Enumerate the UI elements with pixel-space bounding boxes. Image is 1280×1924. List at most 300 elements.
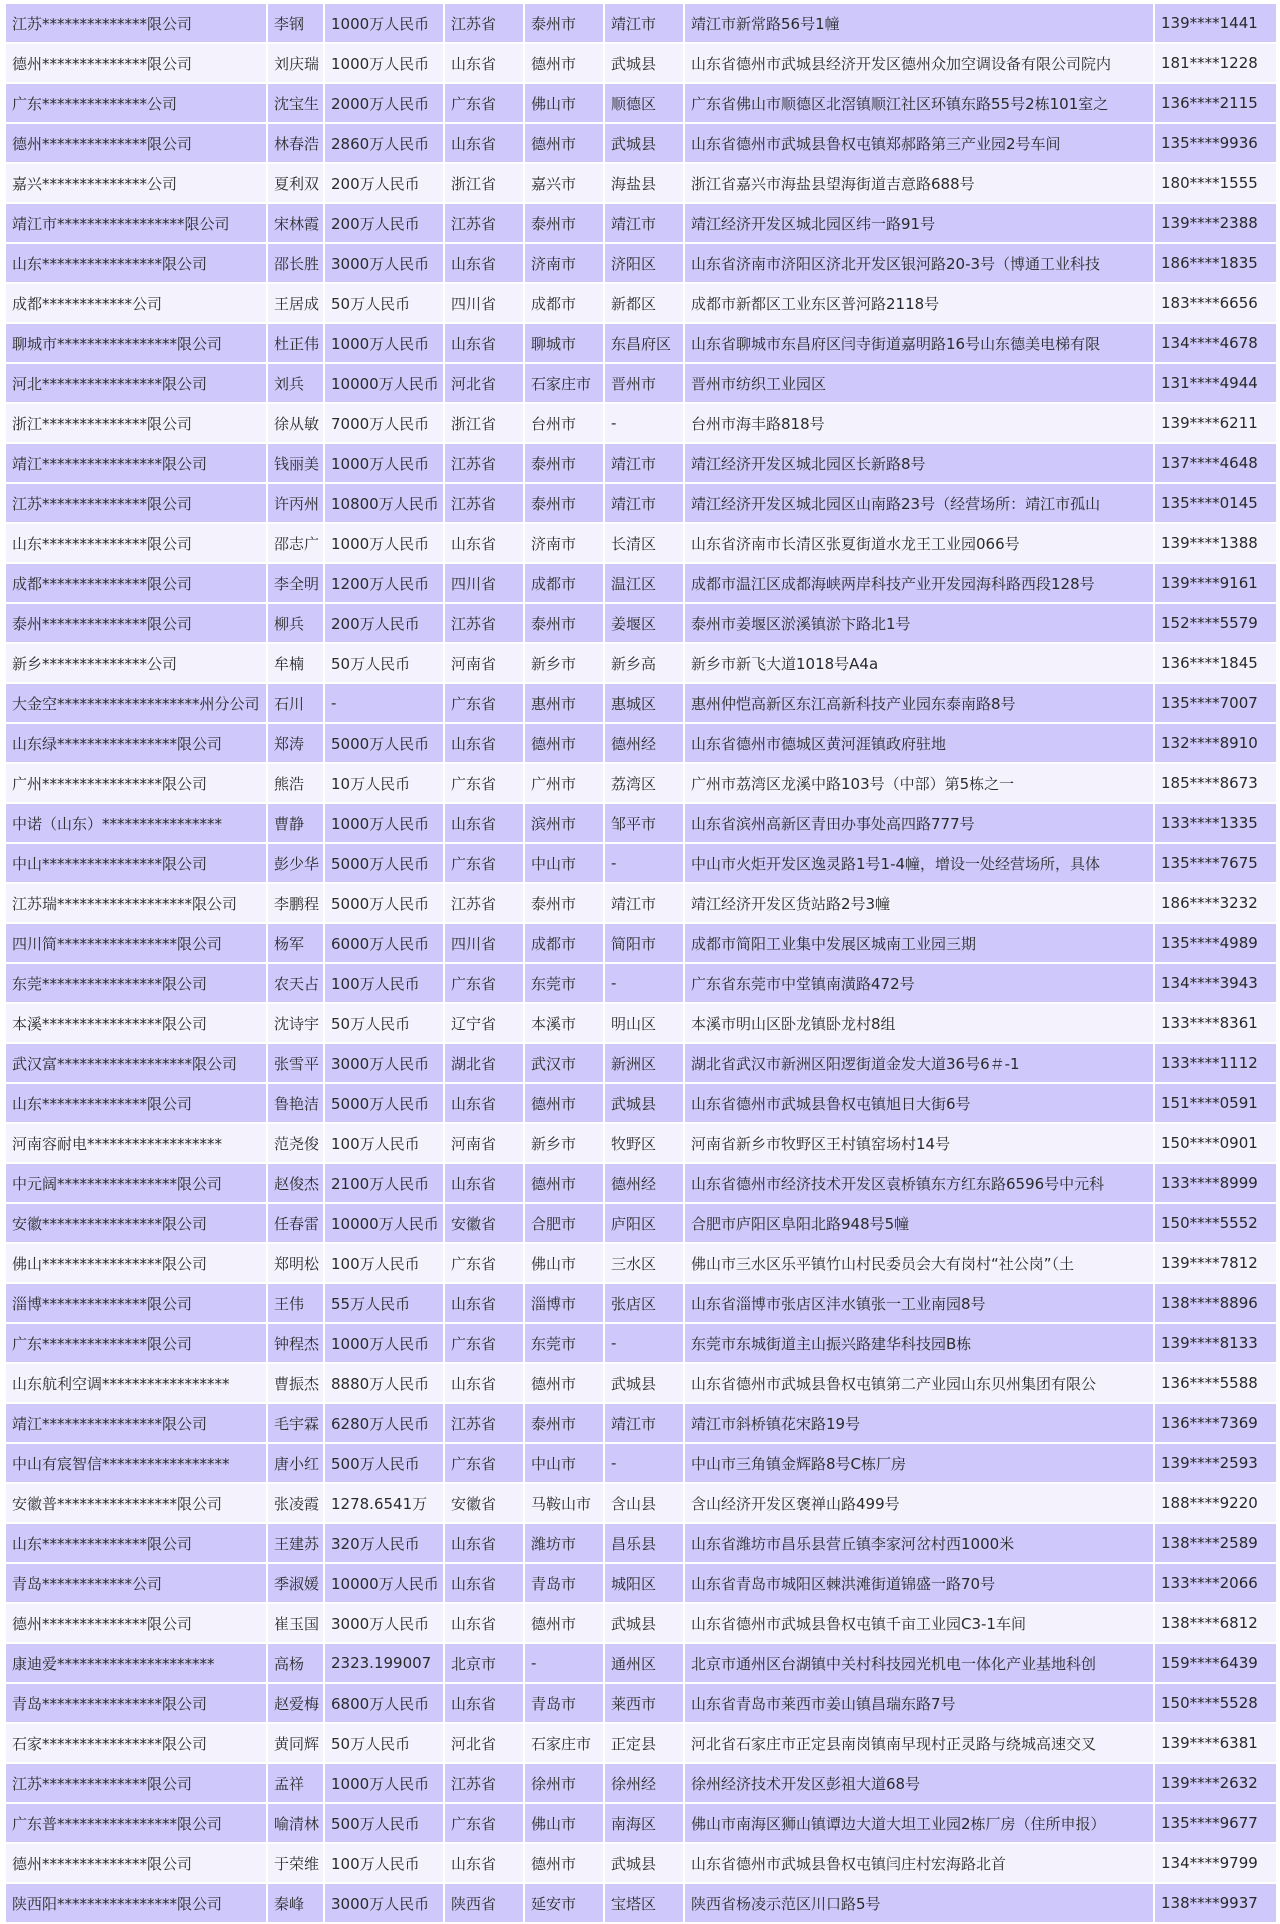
table-row (5, 1523, 1277, 1563)
district-cell: 武城县 (604, 1083, 684, 1123)
address-cell: 陕西省杨凌示范区川口路5号 (684, 1883, 1154, 1923)
phone-cell: 185****8673 (1154, 763, 1277, 803)
phone-cell: 159****6439 (1154, 1643, 1277, 1683)
phone-cell: 135****7675 (1154, 843, 1277, 883)
company-name-cell: 中元阔****************限公司 (5, 1163, 267, 1203)
district-cell: 新乡高 (604, 643, 684, 683)
table-row (5, 1723, 1277, 1763)
table-row (5, 603, 1277, 643)
province-cell: 江苏省 (444, 443, 524, 483)
table-row (5, 1563, 1277, 1603)
address-cell: 山东省德州市武城县鲁权屯镇闫庄村宏海路北首 (684, 1843, 1154, 1883)
city-cell: - (524, 1643, 604, 1683)
district-cell: 通州区 (604, 1643, 684, 1683)
company-name-cell: 广东**************公司 (5, 83, 267, 123)
table-row (5, 203, 1277, 243)
province-cell: 广东省 (444, 1323, 524, 1363)
company-name-cell: 中山****************限公司 (5, 843, 267, 883)
phone-cell: 139****6211 (1154, 403, 1277, 443)
registered-capital-cell: 2860万人民币 (324, 123, 444, 163)
address-cell: 本溪市明山区卧龙镇卧龙村8组 (684, 1003, 1154, 1043)
table-row (5, 1803, 1277, 1843)
legal-rep-cell: 农天占 (267, 963, 324, 1003)
legal-rep-cell: 邵志广 (267, 523, 324, 563)
phone-cell: 138****6812 (1154, 1603, 1277, 1643)
legal-rep-cell: 李钢 (267, 3, 324, 43)
city-cell: 德州市 (524, 43, 604, 83)
address-cell: 山东省青岛市城阳区棘洪滩街道锦盛一路70号 (684, 1563, 1154, 1603)
table-row (5, 403, 1277, 443)
address-cell: 河南省新乡市牧野区王村镇窑场村14号 (684, 1123, 1154, 1163)
table-row (5, 3, 1277, 43)
phone-cell: 180****1555 (1154, 163, 1277, 203)
city-cell: 泰州市 (524, 203, 604, 243)
table-row (5, 1283, 1277, 1323)
phone-cell: 134****9799 (1154, 1843, 1277, 1883)
table-row (5, 1443, 1277, 1483)
table-row (5, 83, 1277, 123)
registered-capital-cell: 10000万人民币 (324, 1563, 444, 1603)
phone-cell: 135****9936 (1154, 123, 1277, 163)
table-row (5, 163, 1277, 203)
company-table (4, 2, 1278, 1924)
legal-rep-cell: 张雪平 (267, 1043, 324, 1083)
district-cell: 张店区 (604, 1283, 684, 1323)
province-cell: 广东省 (444, 843, 524, 883)
city-cell: 泰州市 (524, 603, 604, 643)
table-row (5, 1203, 1277, 1243)
city-cell: 泰州市 (524, 1403, 604, 1443)
district-cell: 靖江市 (604, 203, 684, 243)
legal-rep-cell: 王伟 (267, 1283, 324, 1323)
registered-capital-cell: 2100万人民币 (324, 1163, 444, 1203)
province-cell: 山东省 (444, 1843, 524, 1883)
table-row (5, 243, 1277, 283)
address-cell: 靖江经济开发区城北园区山南路23号（经营场所：靖江市孤山 (684, 483, 1154, 523)
phone-cell: 135****9677 (1154, 1803, 1277, 1843)
district-cell: - (604, 843, 684, 883)
legal-rep-cell: 鲁艳洁 (267, 1083, 324, 1123)
phone-cell: 139****2632 (1154, 1763, 1277, 1803)
company-name-cell: 成都**************限公司 (5, 563, 267, 603)
city-cell: 德州市 (524, 1083, 604, 1123)
district-cell: 武城县 (604, 43, 684, 83)
registered-capital-cell: 500万人民币 (324, 1803, 444, 1843)
phone-cell: 138****8896 (1154, 1283, 1277, 1323)
legal-rep-cell: 王建苏 (267, 1523, 324, 1563)
province-cell: 山东省 (444, 1523, 524, 1563)
address-cell: 山东省济南市济阳区济北开发区银河路20-3号（博通工业科技 (684, 243, 1154, 283)
registered-capital-cell: 55万人民币 (324, 1283, 444, 1323)
registered-capital-cell: 8880万人民币 (324, 1363, 444, 1403)
city-cell: 济南市 (524, 243, 604, 283)
company-name-cell: 中诺（山东）**************** (5, 803, 267, 843)
address-cell: 广州市荔湾区龙溪中路103号（中部）第5栋之一 (684, 763, 1154, 803)
province-cell: 江苏省 (444, 483, 524, 523)
province-cell: 江苏省 (444, 603, 524, 643)
registered-capital-cell: 6000万人民币 (324, 923, 444, 963)
registered-capital-cell: 1000万人民币 (324, 43, 444, 83)
table-row (5, 363, 1277, 403)
company-name-cell: 康迪爱********************* (5, 1643, 267, 1683)
district-cell: 城阳区 (604, 1563, 684, 1603)
legal-rep-cell: 沈宝生 (267, 83, 324, 123)
city-cell: 德州市 (524, 1163, 604, 1203)
company-name-cell: 江苏**************限公司 (5, 1763, 267, 1803)
table-row (5, 683, 1277, 723)
legal-rep-cell: 喻清林 (267, 1803, 324, 1843)
legal-rep-cell: 刘庆瑞 (267, 43, 324, 83)
registered-capital-cell: 100万人民币 (324, 1843, 444, 1883)
province-cell: 山东省 (444, 243, 524, 283)
table-row (5, 523, 1277, 563)
company-name-cell: 安徽****************限公司 (5, 1203, 267, 1243)
legal-rep-cell: 刘兵 (267, 363, 324, 403)
phone-cell: 133****1112 (1154, 1043, 1277, 1083)
phone-cell: 137****4648 (1154, 443, 1277, 483)
district-cell: 靖江市 (604, 1403, 684, 1443)
legal-rep-cell: 孟祥 (267, 1763, 324, 1803)
phone-cell: 132****8910 (1154, 723, 1277, 763)
province-cell: 安徽省 (444, 1483, 524, 1523)
legal-rep-cell: 宋林霞 (267, 203, 324, 243)
province-cell: 湖北省 (444, 1043, 524, 1083)
registered-capital-cell: 1000万人民币 (324, 1763, 444, 1803)
address-cell: 徐州经济技术开发区彭祖大道68号 (684, 1763, 1154, 1803)
province-cell: 山东省 (444, 123, 524, 163)
table-row (5, 1403, 1277, 1443)
company-name-cell: 江苏**************限公司 (5, 483, 267, 523)
table-row (5, 563, 1277, 603)
table-row (5, 1483, 1277, 1523)
table-row (5, 763, 1277, 803)
registered-capital-cell: 100万人民币 (324, 963, 444, 1003)
registered-capital-cell: 10000万人民币 (324, 1203, 444, 1243)
province-cell: 山东省 (444, 1563, 524, 1603)
district-cell: - (604, 403, 684, 443)
city-cell: 青岛市 (524, 1563, 604, 1603)
address-cell: 山东省德州市武城县鲁权屯镇旭日大街6号 (684, 1083, 1154, 1123)
province-cell: 广东省 (444, 1803, 524, 1843)
district-cell: 邹平市 (604, 803, 684, 843)
company-name-cell: 山东**************限公司 (5, 1523, 267, 1563)
company-name-cell: 青岛************公司 (5, 1563, 267, 1603)
phone-cell: 139****9161 (1154, 563, 1277, 603)
province-cell: 山东省 (444, 1603, 524, 1643)
province-cell: 山东省 (444, 323, 524, 363)
phone-cell: 150****0901 (1154, 1123, 1277, 1163)
province-cell: 江苏省 (444, 3, 524, 43)
city-cell: 青岛市 (524, 1683, 604, 1723)
table-row (5, 1763, 1277, 1803)
address-cell: 河北省石家庄市正定县南岗镇南早现村正灵路与绕城高速交叉 (684, 1723, 1154, 1763)
province-cell: 辽宁省 (444, 1003, 524, 1043)
city-cell: 武汉市 (524, 1043, 604, 1083)
phone-cell: 150****5552 (1154, 1203, 1277, 1243)
province-cell: 山东省 (444, 723, 524, 763)
company-name-cell: 山东航利空调***************** (5, 1363, 267, 1403)
city-cell: 延安市 (524, 1883, 604, 1923)
legal-rep-cell: 邵长胜 (267, 243, 324, 283)
company-name-cell: 山东绿****************限公司 (5, 723, 267, 763)
company-name-cell: 陕西阳****************限公司 (5, 1883, 267, 1923)
phone-cell: 135****0145 (1154, 483, 1277, 523)
city-cell: 台州市 (524, 403, 604, 443)
company-name-cell: 山东****************限公司 (5, 243, 267, 283)
table-row (5, 923, 1277, 963)
registered-capital-cell: 10000万人民币 (324, 363, 444, 403)
company-name-cell: 四川简****************限公司 (5, 923, 267, 963)
district-cell: 牧野区 (604, 1123, 684, 1163)
city-cell: 德州市 (524, 1843, 604, 1883)
legal-rep-cell: 张凌霞 (267, 1483, 324, 1523)
company-name-cell: 佛山****************限公司 (5, 1243, 267, 1283)
table-row (5, 323, 1277, 363)
registered-capital-cell: 1278.6541万 (324, 1483, 444, 1523)
city-cell: 淄博市 (524, 1283, 604, 1323)
table-row (5, 43, 1277, 83)
address-cell: 山东省德州市武城县经济开发区德州众加空调设备有限公司院内 (684, 43, 1154, 83)
phone-cell: 183****6656 (1154, 283, 1277, 323)
address-cell: 广东省佛山市顺德区北滘镇顺江社区环镇东路55号2栋101室之 (684, 83, 1154, 123)
legal-rep-cell: 许丙州 (267, 483, 324, 523)
table-row (5, 443, 1277, 483)
company-name-cell: 广州****************限公司 (5, 763, 267, 803)
registered-capital-cell: 3000万人民币 (324, 1043, 444, 1083)
province-cell: 陕西省 (444, 1883, 524, 1923)
city-cell: 泰州市 (524, 483, 604, 523)
city-cell: 东莞市 (524, 1323, 604, 1363)
registered-capital-cell: 10万人民币 (324, 763, 444, 803)
phone-cell: 150****5528 (1154, 1683, 1277, 1723)
address-cell: 中山市三角镇金辉路8号C栋厂房 (684, 1443, 1154, 1483)
city-cell: 成都市 (524, 563, 604, 603)
district-cell: 荔湾区 (604, 763, 684, 803)
district-cell: 海盐县 (604, 163, 684, 203)
address-cell: 浙江省嘉兴市海盐县望海街道吉意路688号 (684, 163, 1154, 203)
province-cell: 广东省 (444, 83, 524, 123)
address-cell: 晋州市纺织工业园区 (684, 363, 1154, 403)
district-cell: 靖江市 (604, 443, 684, 483)
table-row (5, 1043, 1277, 1083)
company-name-cell: 聊城市****************限公司 (5, 323, 267, 363)
address-cell: 成都市温江区成都海峡两岸科技产业开发园海科路西段128号 (684, 563, 1154, 603)
city-cell: 广州市 (524, 763, 604, 803)
phone-cell: 134****4678 (1154, 323, 1277, 363)
legal-rep-cell: 崔玉国 (267, 1603, 324, 1643)
city-cell: 佛山市 (524, 1243, 604, 1283)
city-cell: 成都市 (524, 923, 604, 963)
city-cell: 成都市 (524, 283, 604, 323)
city-cell: 石家庄市 (524, 363, 604, 403)
address-cell: 广东省东莞市中堂镇南潢路472号 (684, 963, 1154, 1003)
legal-rep-cell: 毛宇霖 (267, 1403, 324, 1443)
company-name-cell: 淄博**************限公司 (5, 1283, 267, 1323)
district-cell: 庐阳区 (604, 1203, 684, 1243)
district-cell: 含山县 (604, 1483, 684, 1523)
table-row (5, 1363, 1277, 1403)
district-cell: 宝塔区 (604, 1883, 684, 1923)
legal-rep-cell: 赵爱梅 (267, 1683, 324, 1723)
table-body (5, 3, 1277, 1923)
legal-rep-cell: 郑明松 (267, 1243, 324, 1283)
registered-capital-cell: 200万人民币 (324, 603, 444, 643)
phone-cell: 131****4944 (1154, 363, 1277, 403)
district-cell: 晋州市 (604, 363, 684, 403)
address-cell: 靖江市新常路56号1幢 (684, 3, 1154, 43)
address-cell: 台州市海丰路818号 (684, 403, 1154, 443)
province-cell: 广东省 (444, 1243, 524, 1283)
company-name-cell: 大金空*******************州分公司 (5, 683, 267, 723)
city-cell: 泰州市 (524, 443, 604, 483)
company-name-cell: 江苏**************限公司 (5, 3, 267, 43)
registered-capital-cell: 200万人民币 (324, 163, 444, 203)
province-cell: 广东省 (444, 963, 524, 1003)
phone-cell: 138****2589 (1154, 1523, 1277, 1563)
city-cell: 德州市 (524, 123, 604, 163)
district-cell: 昌乐县 (604, 1523, 684, 1563)
province-cell: 江苏省 (444, 1403, 524, 1443)
table-row (5, 1003, 1277, 1043)
province-cell: 四川省 (444, 563, 524, 603)
registered-capital-cell: - (324, 683, 444, 723)
legal-rep-cell: 杜正伟 (267, 323, 324, 363)
district-cell: 靖江市 (604, 483, 684, 523)
legal-rep-cell: 林春浩 (267, 123, 324, 163)
phone-cell: 139****1441 (1154, 3, 1277, 43)
registered-capital-cell: 50万人民币 (324, 1723, 444, 1763)
address-cell: 含山经济开发区褒禅山路499号 (684, 1483, 1154, 1523)
address-cell: 山东省淄博市张店区沣水镇张一工业南园8号 (684, 1283, 1154, 1323)
address-cell: 新乡市新飞大道1018号A4a (684, 643, 1154, 683)
province-cell: 山东省 (444, 1363, 524, 1403)
province-cell: 江苏省 (444, 203, 524, 243)
company-name-cell: 东莞****************限公司 (5, 963, 267, 1003)
phone-cell: 133****8999 (1154, 1163, 1277, 1203)
phone-cell: 135****4989 (1154, 923, 1277, 963)
city-cell: 本溪市 (524, 1003, 604, 1043)
table-row (5, 1643, 1277, 1683)
phone-cell: 136****1845 (1154, 643, 1277, 683)
address-cell: 成都市简阳工业集中发展区城南工业园三期 (684, 923, 1154, 963)
city-cell: 济南市 (524, 523, 604, 563)
province-cell: 广东省 (444, 763, 524, 803)
district-cell: 德州经 (604, 723, 684, 763)
registered-capital-cell: 5000万人民币 (324, 1083, 444, 1123)
legal-rep-cell: 王居成 (267, 283, 324, 323)
city-cell: 新乡市 (524, 1123, 604, 1163)
table-row (5, 883, 1277, 923)
province-cell: 河北省 (444, 363, 524, 403)
legal-rep-cell: 李全明 (267, 563, 324, 603)
province-cell: 山东省 (444, 1283, 524, 1323)
company-name-cell: 成都************公司 (5, 283, 267, 323)
company-name-cell: 靖江****************限公司 (5, 443, 267, 483)
address-cell: 成都市新都区工业东区普河路2118号 (684, 283, 1154, 323)
city-cell: 泰州市 (524, 3, 604, 43)
province-cell: 山东省 (444, 1163, 524, 1203)
table-row (5, 803, 1277, 843)
city-cell: 徐州市 (524, 1763, 604, 1803)
district-cell: 东昌府区 (604, 323, 684, 363)
city-cell: 石家庄市 (524, 1723, 604, 1763)
phone-cell: 133****2066 (1154, 1563, 1277, 1603)
company-name-cell: 江苏瑞******************限公司 (5, 883, 267, 923)
city-cell: 合肥市 (524, 1203, 604, 1243)
table-row (5, 843, 1277, 883)
address-cell: 山东省潍坊市昌乐县营丘镇李家河岔村西1000米 (684, 1523, 1154, 1563)
registered-capital-cell: 5000万人民币 (324, 883, 444, 923)
legal-rep-cell: 夏利双 (267, 163, 324, 203)
province-cell: 浙江省 (444, 163, 524, 203)
city-cell: 中山市 (524, 1443, 604, 1483)
phone-cell: 134****3943 (1154, 963, 1277, 1003)
company-name-cell: 德州**************限公司 (5, 43, 267, 83)
phone-cell: 188****9220 (1154, 1483, 1277, 1523)
district-cell: - (604, 1323, 684, 1363)
company-name-cell: 德州**************限公司 (5, 1603, 267, 1643)
address-cell: 山东省聊城市东昌府区闫寺街道嘉明路16号山东德美电梯有限 (684, 323, 1154, 363)
city-cell: 德州市 (524, 723, 604, 763)
company-name-cell: 广东**************限公司 (5, 1323, 267, 1363)
district-cell: 武城县 (604, 1363, 684, 1403)
district-cell: 靖江市 (604, 3, 684, 43)
province-cell: 广东省 (444, 1443, 524, 1483)
phone-cell: 186****3232 (1154, 883, 1277, 923)
legal-rep-cell: 钱丽美 (267, 443, 324, 483)
district-cell: 新都区 (604, 283, 684, 323)
district-cell: 正定县 (604, 1723, 684, 1763)
legal-rep-cell: 沈诗宇 (267, 1003, 324, 1043)
city-cell: 惠州市 (524, 683, 604, 723)
province-cell: 山东省 (444, 1083, 524, 1123)
city-cell: 马鞍山市 (524, 1483, 604, 1523)
registered-capital-cell: 10800万人民币 (324, 483, 444, 523)
registered-capital-cell: 100万人民币 (324, 1123, 444, 1163)
registered-capital-cell: 1000万人民币 (324, 443, 444, 483)
district-cell: 武城县 (604, 123, 684, 163)
address-cell: 北京市通州区台湖镇中关村科技园光机电一体化产业基地科创 (684, 1643, 1154, 1683)
legal-rep-cell: 曹振杰 (267, 1363, 324, 1403)
phone-cell: 136****5588 (1154, 1363, 1277, 1403)
province-cell: 北京市 (444, 1643, 524, 1683)
city-cell: 泰州市 (524, 883, 604, 923)
table-row (5, 1123, 1277, 1163)
address-cell: 山东省滨州高新区青田办事处高四路777号 (684, 803, 1154, 843)
legal-rep-cell: 任春雷 (267, 1203, 324, 1243)
city-cell: 佛山市 (524, 1803, 604, 1843)
legal-rep-cell: 曹静 (267, 803, 324, 843)
district-cell: 姜堰区 (604, 603, 684, 643)
table-row (5, 1603, 1277, 1643)
province-cell: 浙江省 (444, 403, 524, 443)
registered-capital-cell: 200万人民币 (324, 203, 444, 243)
province-cell: 江苏省 (444, 1763, 524, 1803)
province-cell: 河北省 (444, 1723, 524, 1763)
legal-rep-cell: 彭少华 (267, 843, 324, 883)
legal-rep-cell: 熊浩 (267, 763, 324, 803)
province-cell: 江苏省 (444, 883, 524, 923)
district-cell: 明山区 (604, 1003, 684, 1043)
legal-rep-cell: 牟楠 (267, 643, 324, 683)
province-cell: 河南省 (444, 643, 524, 683)
district-cell: 武城县 (604, 1843, 684, 1883)
legal-rep-cell: 秦峰 (267, 1883, 324, 1923)
registered-capital-cell: 50万人民币 (324, 643, 444, 683)
table-row (5, 1083, 1277, 1123)
city-cell: 德州市 (524, 1603, 604, 1643)
district-cell: 武城县 (604, 1603, 684, 1643)
